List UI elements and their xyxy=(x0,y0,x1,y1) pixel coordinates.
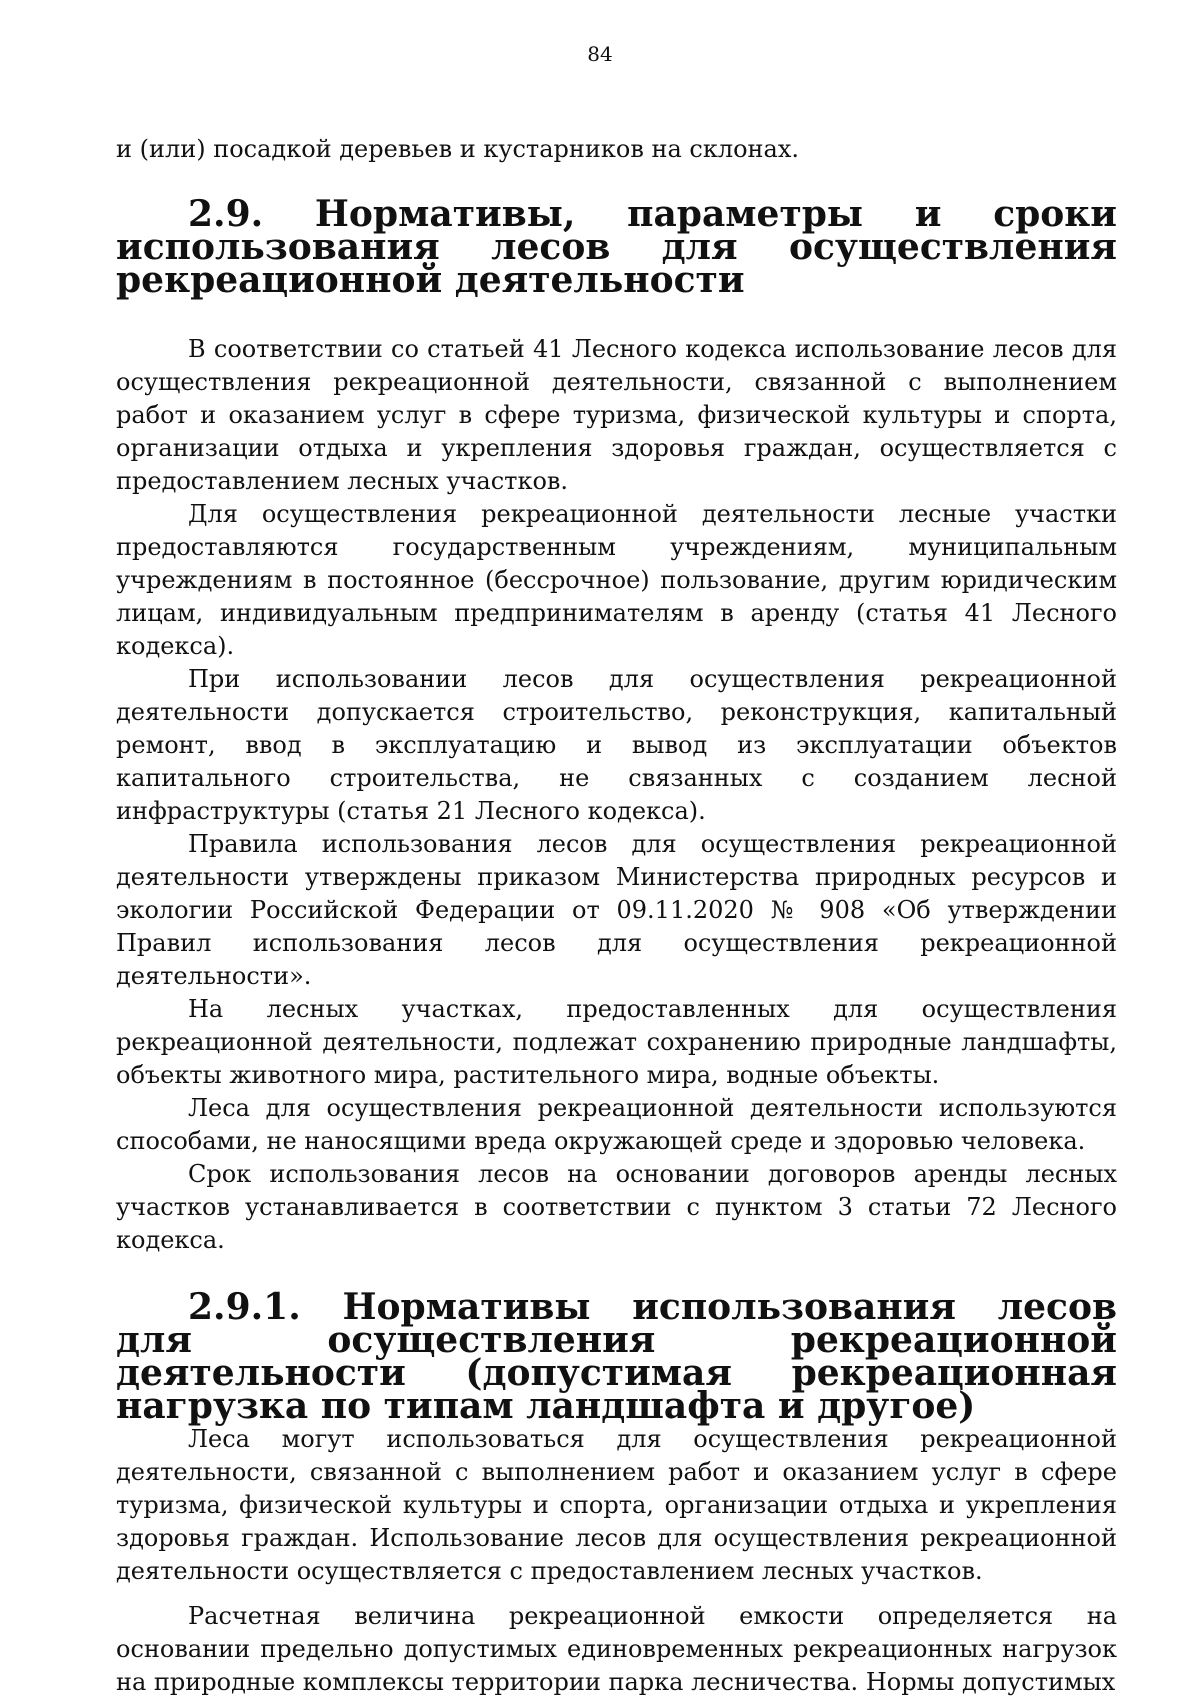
paragraph: Срок использования лесов на основании договоров аренды лесных участков устанавливается в соответствии с пунктом 3 статьи 72 Лесного кодекса. xyxy=(116,1160,1117,1254)
section-heading-2-9-1: 2.9.1. Нормативы использования лесов для осуществления рекреационной деятельности (допустимая рекреационная нагрузка по типам ландшафта и другое) xyxy=(116,1286,1117,1427)
paragraph: В соответствии со статьей 41 Лесного кодекса использование лесов для осуществления рекреационной деятельности, связанной с выполнением работ и оказанием услуг в сфере туризма, физической культуры и спорта, организации отдыха и укрепления здоровья граждан, осуществляется с предоставлением лесных участков. xyxy=(116,335,1117,495)
paragraph: Леса могут использоваться для осуществления рекреационной деятельности, связанной с выполнением работ и оказанием услуг в сфере туризма, физической культуры и спорта, организации отдыха и укрепления здоровья граждан. Использование лесов для осуществления рекреационной деятельности осуществляется с предоставлением лесных участков. xyxy=(116,1425,1117,1585)
paragraph: Правила использования лесов для осуществления рекреационной деятельности утверждены приказом Министерства природных ресурсов и экологии Российской Федерации от 09.11.2020 № 908 «Об утверждении Правил использования лесов для осуществления рекреационной деятельности». xyxy=(116,830,1117,990)
paragraph: Леса для осуществления рекреационной деятельности используются способами, не наносящими вреда окружающей среде и здоровью человека. xyxy=(116,1094,1117,1155)
continuation-text: и (или) посадкой деревьев и кустарников на склонах. xyxy=(116,135,799,163)
paragraph: На лесных участках, предоставленных для осуществления рекреационной деятельности, подлежат сохранению природные ландшафты, объекты животного мира, растительного мира, водные объекты. xyxy=(116,995,1117,1089)
paragraph: При использовании лесов для осуществления рекреационной деятельности допускается строительство, реконструкция, капитальный ремонт, ввод в эксплуатацию и вывод из эксплуатации объектов капитального строительства, не связанных с созданием лесной инфраструктуры (статья 21 Лесного кодекса). xyxy=(116,665,1117,825)
paragraph: Для осуществления рекреационной деятельности лесные участки предоставляются государственным учреждениям, муниципальным учреждениям в постоянное (бессрочное) пользование, другим юридическим лицам, индивидуальным предпринимателям в аренду (статья 41 Лесного кодекса). xyxy=(116,500,1117,660)
page-content xyxy=(116,133,1117,1699)
paragraph: Расчетная величина рекреационной емкости определяется на основании предельно допустимых единовременных рекреационных нагрузок на природные комплексы территории парка лесничества. Нормы допустимых xyxy=(116,1602,1117,1696)
section-heading-2-9: 2.9. Нормативы, параметры и сроки использования лесов для осуществления рекреационной деятельности xyxy=(116,193,1117,301)
page-number: 84 xyxy=(587,42,613,66)
